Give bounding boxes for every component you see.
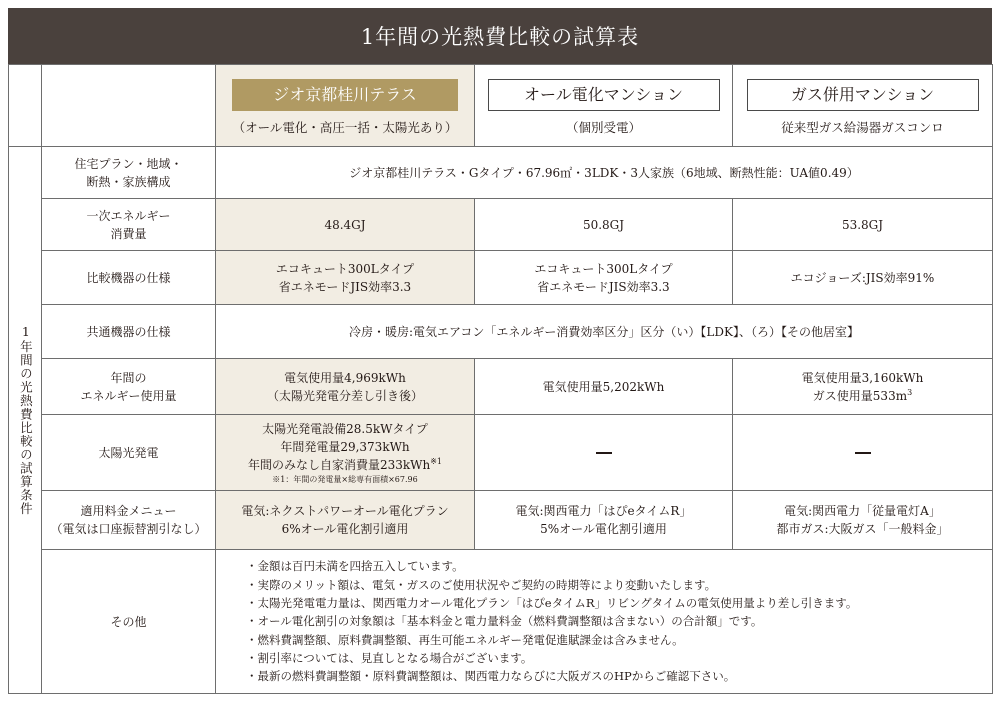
cell-line: （太陽光発電分差し引き後） (266, 388, 423, 403)
cell-line: 年間のみなし自家消費量233kWh (247, 457, 431, 472)
label-line: 住宅プラン・地域・ (74, 156, 183, 171)
note-item: ・実際のメリット額は、電気・ガスのご使用状況やご契約の時期等により変動いたします。 (246, 577, 717, 592)
cell-line: 5%オール電化割引適用 (540, 522, 667, 536)
column-title-gas: ガス併用マンション (747, 79, 979, 111)
conditions-side-label (9, 147, 42, 694)
column-header-all-electric (475, 65, 733, 147)
energy-usage-gas (733, 359, 993, 415)
equipment-gas: エコジョーズ:JIS効率91% (733, 251, 993, 305)
energy-usage-geo (216, 359, 475, 415)
column-subtitle-all-electric: （個別受電） (565, 120, 641, 136)
note-item: ・太陽光発電電力量は、関西電力オール電化プラン「はぴeタイムR」リビングタイムの電気使用量より差し引きます。 (246, 595, 858, 610)
row-label-equipment: 比較機器の仕様 (42, 251, 216, 305)
row-label-tariff (42, 491, 216, 550)
side-label-text: 1年間の光熱費比較の試算条件 (18, 324, 34, 516)
other-notes (216, 550, 993, 694)
row-equipment (9, 251, 993, 305)
row-label-energy-usage (42, 359, 216, 415)
solar-gas (733, 415, 993, 491)
row-label-common-equipment: 共通機器の仕様 (42, 305, 216, 359)
label-line: 断熱・家族構成 (86, 174, 171, 189)
superscript: 3 (907, 387, 913, 397)
note-item: ・金額は百円未満を四捨五入しています。 (246, 559, 464, 574)
label-line: （電気は口座振替割引なし） (50, 522, 207, 536)
row-tariff (9, 491, 993, 550)
equipment-all-electric (475, 251, 733, 305)
cell-line: 省エネモードJIS効率3.3 (537, 279, 670, 294)
row-label-primary-energy (42, 199, 216, 251)
column-header-geo (216, 65, 475, 147)
column-subtitle-gas: 従来型ガス給湯器ガスコンロ (781, 120, 944, 136)
row-plan (9, 147, 993, 199)
note-item: ・燃料費調整額、原料費調整額、再生可能エネルギー発電促進賦課金は含みません。 (246, 632, 684, 647)
cell-line: 電気使用量4,969kWh (284, 370, 406, 385)
column-subtitle-geo: （オール電化・高圧一括・太陽光あり） (232, 120, 458, 136)
footnote-marker: ※1 (430, 456, 443, 466)
cell-line: 省エネモードJIS効率3.3 (278, 279, 412, 294)
label-line: 一次エネルギー (86, 208, 171, 223)
cell-line: エコキュート300Lタイプ (534, 261, 673, 276)
row-label-other: その他 (42, 550, 216, 694)
comparison-table (8, 64, 993, 694)
note-item: ・オール電化割引の対象額は「基本料金と電力量料金（燃料費調整額は含まない）の合計額」です。 (246, 614, 763, 629)
note-item: ・最新の燃料費調整額・原料費調整額は、関西電力ならびに大阪ガスのHPからご確認下さい。 (246, 669, 736, 684)
cell-line: エコキュート300Lタイプ (275, 261, 415, 276)
note-item: ・割引率については、見直しとなる場合がございます。 (246, 651, 533, 666)
cell-line: 電気:ネクストパワーオール電化プラン (241, 504, 449, 518)
equipment-geo (216, 251, 475, 305)
cell-line: 電気使用量3,160kWh (801, 370, 924, 385)
row-primary-energy (9, 199, 993, 251)
cell-line: 電気:関西電力「従量電灯A」 (784, 504, 941, 518)
row-other (9, 550, 993, 694)
label-line: 消費量 (110, 226, 147, 241)
header-row (9, 65, 993, 147)
solar-all-electric (475, 415, 733, 491)
primary-energy-gas: 53.8GJ (733, 199, 993, 251)
plan-value: ジオ京都桂川テラス・Gタイプ・67.96㎡・3LDK・3人家族（6地域、断熱性能：UA値0.49） (216, 147, 993, 199)
tariff-gas (733, 491, 993, 550)
cell-line: 太陽光発電設備28.5kWタイプ (262, 421, 428, 436)
footnote-text: ※1：年間の発電量×総専有面積×67.96 (272, 474, 418, 484)
cell-line: 都市ガス:大阪ガス「一般料金」 (776, 522, 949, 536)
label-line: 年間の (110, 370, 147, 385)
energy-usage-all-electric: 電気使用量5,202kWh (475, 359, 733, 415)
primary-energy-geo: 48.4GJ (216, 199, 475, 251)
row-energy-usage (9, 359, 993, 415)
row-common-equipment (9, 305, 993, 359)
solar-geo (216, 415, 475, 491)
corner-cell-left (9, 65, 42, 147)
column-header-gas (733, 65, 993, 147)
tariff-geo (216, 491, 475, 550)
row-solar (9, 415, 993, 491)
cell-line: 年間発電量29,373kWh (280, 439, 410, 454)
column-title-geo: ジオ京都桂川テラス (232, 79, 458, 111)
row-label-plan (42, 147, 216, 199)
column-title-all-electric: オール電化マンション (488, 79, 720, 111)
dash-mark (596, 452, 612, 454)
row-label-solar: 太陽光発電 (42, 415, 216, 491)
cell-line: ガス使用量533m (812, 388, 908, 403)
primary-energy-all-electric: 50.8GJ (475, 199, 733, 251)
page-title: 1年間の光熱費比較の試算表 (8, 8, 992, 64)
dash-mark (855, 452, 871, 454)
tariff-all-electric (475, 491, 733, 550)
corner-cell-label (42, 65, 216, 147)
label-line: エネルギー使用量 (80, 388, 177, 403)
cell-line: 電気:関西電力「はぴeタイムR」 (515, 504, 692, 518)
label-line: 適用料金メニュー (80, 504, 177, 518)
cell-line: 6%オール電化割引適用 (281, 522, 409, 536)
common-equipment-value: 冷房・暖房:電気エアコン「エネルギー消費効率区分」区分（い）【LDK】、（ろ）【その他居室】 (216, 305, 993, 359)
